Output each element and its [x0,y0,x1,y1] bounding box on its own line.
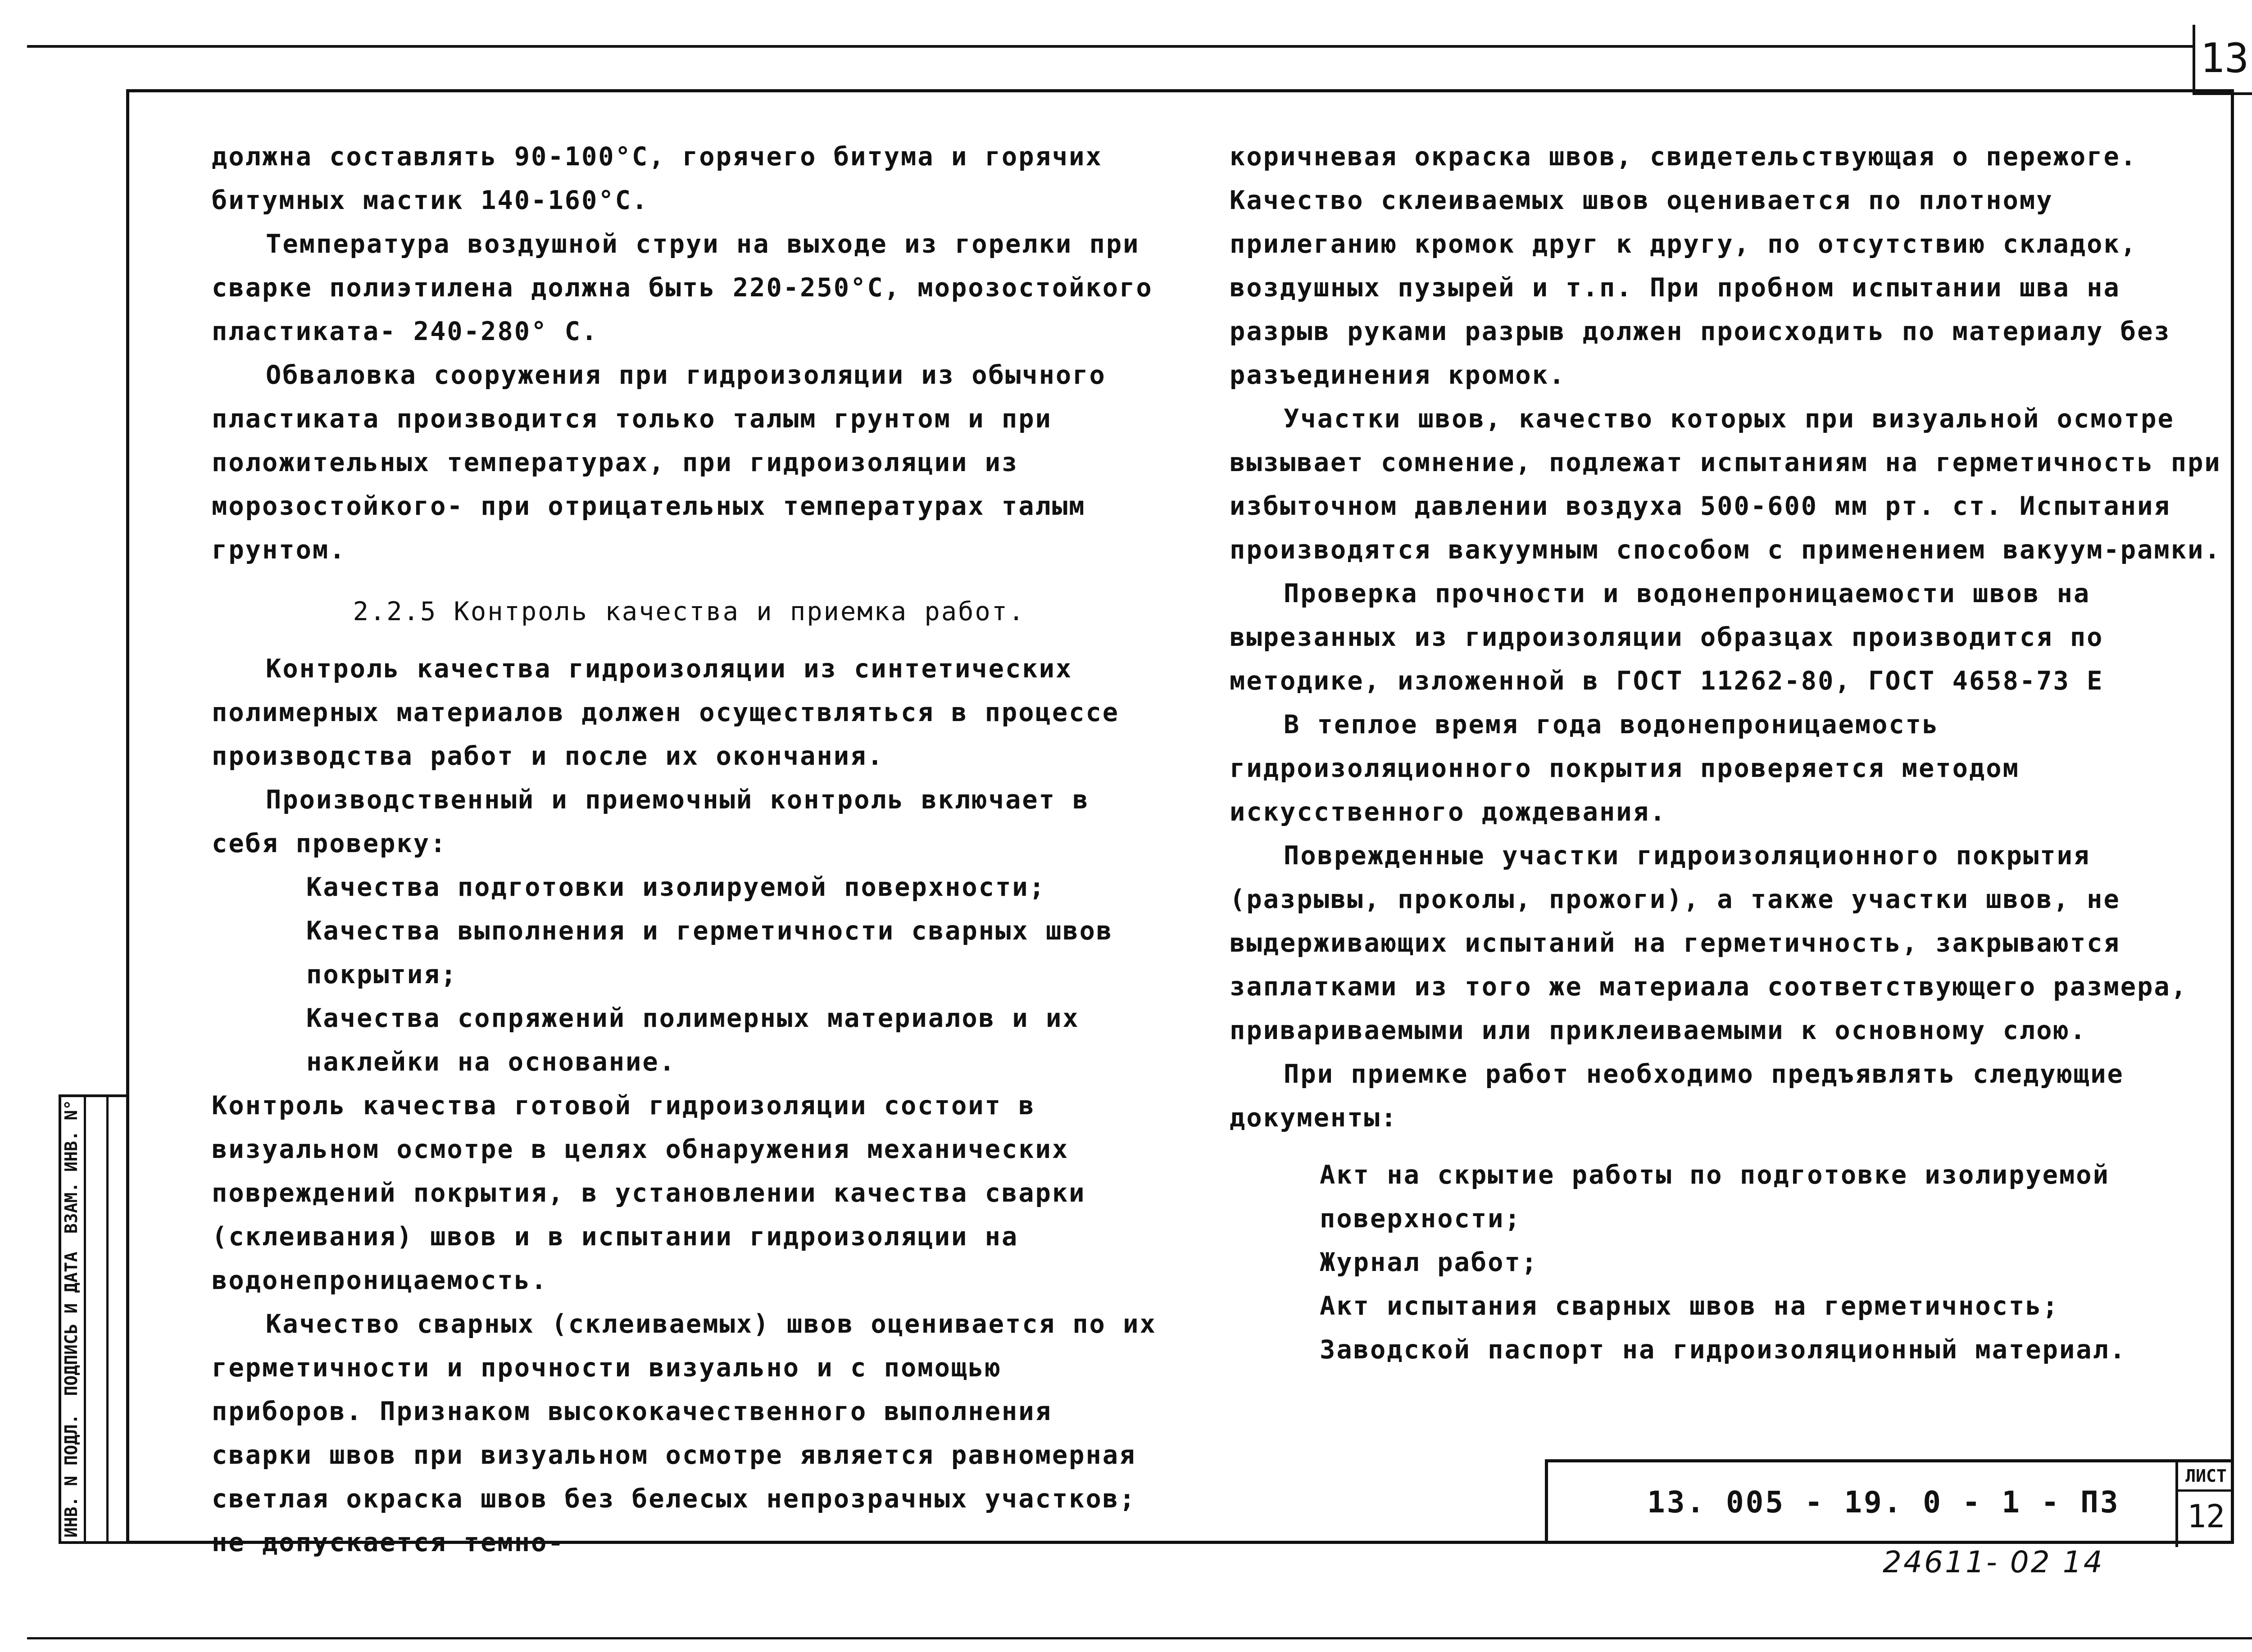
stamp-signature-date: ПОДПИСЬ И ДАТА [61,1252,81,1396]
sheet-label: ЛИСТ [2178,1462,2234,1492]
paragraph: Поврежденные участки гидроизоляционного покрытия (разрывы, проколы, прожоги), а также участки швов, не выдерживающих испытаний на герметичность, закрываются заплатками из того же материала соответствующего размера, привариваемыми или приклеиваемыми к основному слою. [1230,841,2188,1045]
paragraph: коричневая окраска швов, свидетельствующая о пережоге. Качество склеиваемых швов оценивается по плотному прилеганию кромок друг к другу, по отсутствию складок, воздушных пузырей и т.п. При пробном испытании шва на разрыв руками разрыв должен происходить по материалу без разъединения кромок. [1230,142,2171,390]
handwritten-reference: 24611- 02 14 [1883,1545,2104,1579]
drawing-code: 13. 005 - 19. 0 - 1 - ПЗ [1647,1485,2120,1520]
paragraph: Производственный и приемочный контроль включает в себя проверку: [212,785,1090,858]
title-block [1545,1459,2234,1544]
stamp-inv-number: ИНВ. N ПОДЛ. [61,1414,81,1538]
top-rule [27,45,2193,48]
paragraph: Участки швов, качество которых при визуальной осмотре вызывает сомнение, подлежат испытаниям на герметичность при избыточном давлении воздуха 500-600 мм рт. ст. Испытания производятся вакуумным способом с применением вакуум-рамки. [1230,404,2221,565]
list-item: Журнал работ; [1320,1248,1539,1277]
list-item: Качества выполнения и герметичности сварных швов покрытия; [306,916,1113,989]
paragraph: Качество сварных (склеиваемых) швов оценивается по их герметичности и прочности визуально и с помощью приборов. Признаком высококачественного выполнения сварки швов при визуальном осмотре является равномерная светлая окраска швов без белесых непрозрачных участков; не допускается темно- [212,1309,1157,1557]
paragraph: Обваловка сооружения при гидроизоляции из обычного пластиката производится только талым грунтом и при положительных температурах, при гидроизоляции из морозостойкого- при отрицательных температурах талым грунтом. [212,360,1106,565]
list-item: Акт испытания сварных швов на герметичность; [1320,1291,2059,1321]
paragraph: В теплое время года водонепроницаемость гидроизоляционного покрытия проверяется методом искусственного дождевания. [1230,710,2020,827]
stamp-replaced-inv: ВЗАМ. ИНВ. N° [61,1099,81,1234]
sheet-cell [2175,1462,2234,1547]
page-number: 13 [2193,25,2252,95]
stamp-row [61,1097,84,1547]
left-column [212,135,1167,1565]
list-item: Заводской паспорт на гидроизоляционный материал. [1320,1335,2127,1365]
sheet-number: 12 [2187,1498,2225,1535]
right-column [1230,135,2229,1372]
list-item: Качества сопряжений полимерных материалов и их наклейки на основание. [306,1003,1080,1077]
paragraph: Контроль качества гидроизоляции из синтетических полимерных материалов должен осуществляться в процессе производства работ и после их окончания. [212,654,1120,771]
paragraph: При приемке работ необходимо предъявлять следующие документы: [1230,1059,2124,1133]
paragraph: должна составлять 90-100°С, горячего битума и горячих битумных мастик 140-160°С. [212,142,1103,215]
section-heading: 2.2.5 Контроль качества и приемка работ. [353,597,1026,626]
stamp-column [59,1094,126,1544]
paragraph: Контроль качества готовой гидроизоляции состоит в визуальном осмотре в целях обнаружения механических повреждений покрытия, в установлении качества сварки (склеивания) швов и в испытании гидроизоляции на водонепроницаемость. [212,1091,1086,1295]
list-item: Акт на скрытие работы по подготовке изолируемой поверхности; [1320,1160,2110,1234]
bottom-rule [27,1637,2252,1639]
list-item: Качества подготовки изолируемой поверхности; [306,872,1046,902]
paragraph: Проверка прочности и водонепроницаемости швов на вырезанных из гидроизоляции образцах производится по методике, изложенной в ГОСТ 11262-80, ГОСТ 4658-73 Е [1230,579,2104,696]
paragraph: Температура воздушной струи на выходе из горелки при сварке полиэтилена должна быть 220-250°С, морозостойкого пластиката- 240-280° С. [212,229,1153,346]
